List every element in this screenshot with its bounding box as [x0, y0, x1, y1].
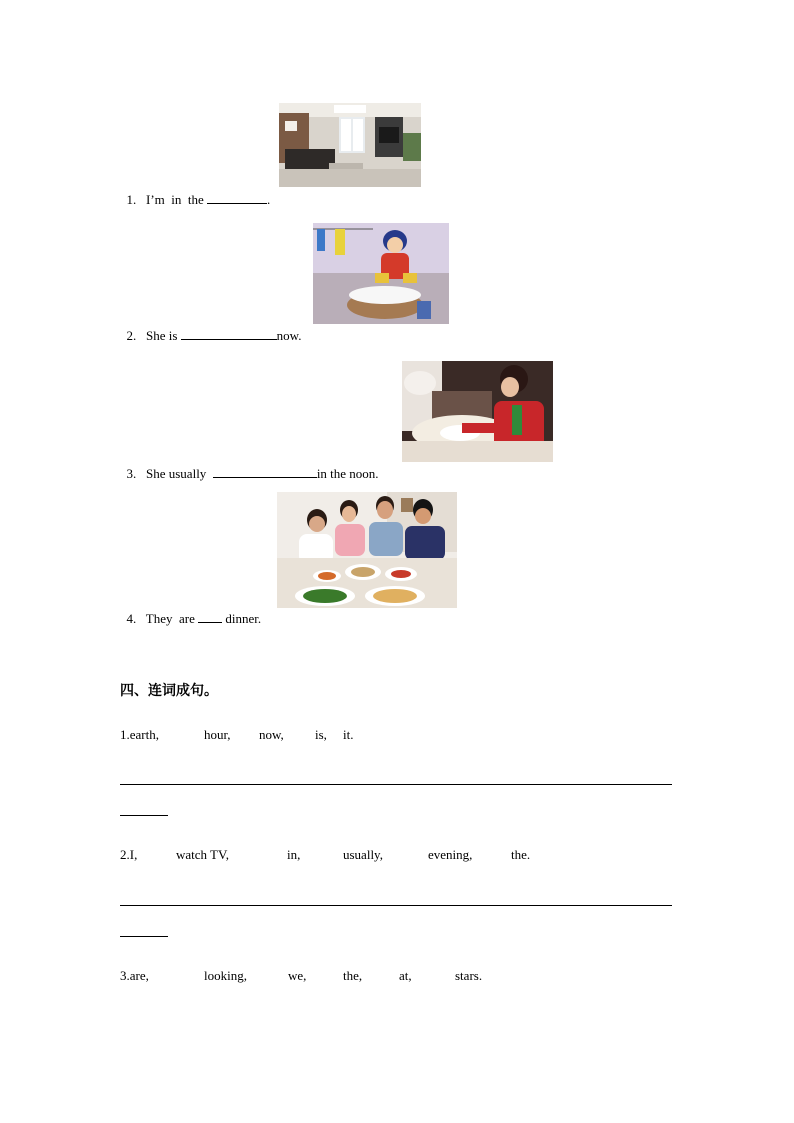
girl-washing-clothes-drawing: [313, 223, 449, 324]
word-chip: 3.are,: [120, 968, 149, 983]
exercise-number: 4.: [126, 611, 137, 626]
word-chip: 2.I,: [120, 847, 138, 862]
word-chip: is,: [315, 727, 327, 742]
exercise-3: 3. She usually in the noon.: [126, 466, 379, 481]
answer-line[interactable]: [120, 905, 672, 906]
exercise-text: She usually: [146, 466, 207, 481]
word-chip: hour,: [204, 727, 231, 742]
answer-line[interactable]: [120, 784, 672, 785]
answer-line-continuation[interactable]: [120, 936, 168, 937]
word-chip: 1.earth,: [120, 727, 159, 742]
exercise-text: She is: [146, 328, 178, 343]
exercise-number: 1.: [126, 192, 137, 207]
girl-at-desk-photo: [402, 361, 553, 462]
exercise-number: 3.: [126, 466, 137, 481]
exercise-2: 2. She is now.: [126, 328, 302, 343]
exercise-text: They are: [145, 611, 195, 626]
exercise-number: 2.: [126, 328, 137, 343]
section-title: 四、连词成句。: [120, 683, 218, 699]
word-chip: watch TV,: [176, 847, 229, 862]
family-dinner-photo: [277, 492, 457, 608]
word-chip: now,: [259, 727, 284, 742]
answer-blank[interactable]: [213, 465, 317, 478]
word-chip: it.: [343, 727, 354, 742]
living-room-photo: [279, 103, 421, 187]
word-chip: at,: [399, 968, 412, 983]
word-chip: in,: [287, 847, 301, 862]
exercise-text: I’m in the: [146, 192, 204, 207]
answer-blank[interactable]: [207, 191, 267, 204]
exercise-1: 1. I’m in the .: [126, 192, 271, 207]
word-chip: we,: [288, 968, 307, 983]
answer-blank[interactable]: [198, 610, 222, 623]
word-chip: stars.: [455, 968, 483, 983]
word-chip: the,: [343, 968, 363, 983]
word-chip: looking,: [204, 968, 247, 983]
answer-blank[interactable]: [181, 327, 277, 340]
answer-line-continuation[interactable]: [120, 815, 168, 816]
exercise-4: 4. They are dinner.: [126, 611, 262, 626]
word-chip: usually,: [343, 847, 383, 862]
word-chip: the.: [511, 847, 531, 862]
word-chip: evening,: [428, 847, 473, 862]
